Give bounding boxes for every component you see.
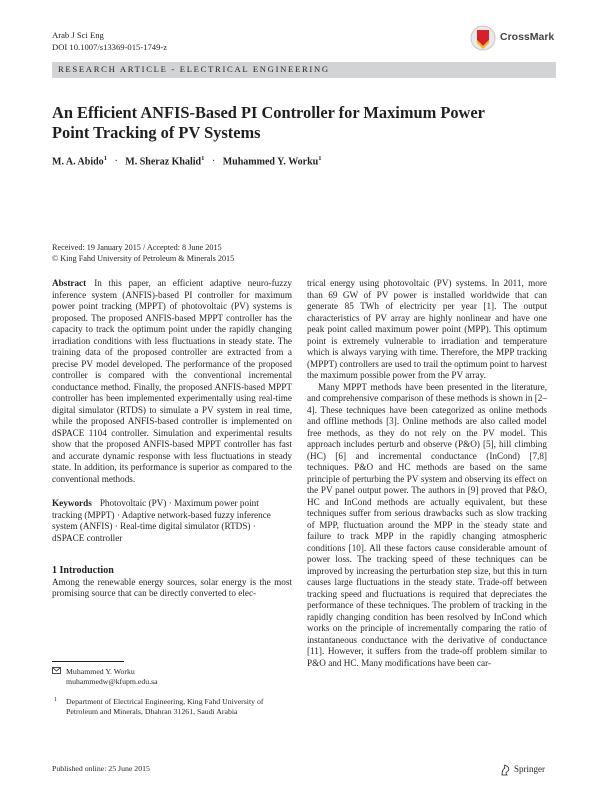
crossmark-label: CrossMark — [500, 31, 555, 43]
envelope-icon — [52, 667, 61, 674]
abstract-label: Abstract — [52, 278, 87, 288]
abstract — [52, 278, 292, 485]
copyright: © King Fahd University of Petroleum & Minerals 2015 — [52, 254, 235, 263]
author-name[interactable]: M. Sheraz Khalid — [125, 156, 202, 168]
keyword-line: system (ANFIS) · Real-time digital simulator (RTDS) · — [52, 521, 256, 531]
introduction-text: Among the renewable energy sources, solar energy is the most promising source that can be directly converted to elec- — [52, 576, 292, 598]
received-accepted-dates: Received: 19 January 2015 / Accepted: 8 June 2015 — [52, 243, 222, 252]
journal-header — [52, 30, 167, 53]
author-affiliation-mark: 1 — [318, 155, 322, 162]
author-affiliation-mark: 1 — [201, 155, 205, 162]
author-list — [52, 155, 321, 167]
keyword-line: dSPACE controller — [52, 532, 123, 543]
publisher-name: Springer — [514, 764, 545, 774]
left-column — [52, 278, 292, 600]
article-category: RESEARCH ARTICLE - ELECTRICAL ENGINEERING — [58, 64, 330, 74]
contact-name: Muhammed Y. Worku — [66, 667, 135, 676]
keywords — [52, 498, 292, 544]
body-paragraph: trical energy using photovoltaic (PV) systems. In 2011, more than 69 GW of PV power is installed worldwide that can generate 85 TWh of electricity per year [1]. The output characteristics of PV array are highly nonlinear and have one peak point called maximum power point (MPP). This optimum point is extremely vulnerable to irradiation and temperature which is always varying with time. Therefore, the MPP tracking (MPPT) controllers are used to trail the optimum point to harvest the maximum possible power from the PV array. — [307, 278, 547, 380]
author-separator: · — [114, 156, 118, 168]
corresponding-author-note — [52, 667, 292, 687]
affiliation-note — [52, 697, 292, 717]
crossmark-badge[interactable] — [470, 25, 555, 51]
author-affiliation-mark: 1 — [103, 155, 107, 162]
article-dates — [52, 242, 234, 264]
article-title: An Efficient ANFIS-Based PI Controller for Maximum Power Point Tracking of PV Systems — [52, 103, 485, 142]
published-online: Published online: 25 June 2015 — [52, 764, 150, 773]
author-name[interactable]: Muhammed Y. Worku — [222, 156, 319, 168]
right-column — [307, 278, 547, 669]
crossmark-icon — [470, 25, 496, 51]
journal-name: Arab J Sci Eng — [52, 30, 104, 40]
author-separator: · — [211, 156, 216, 168]
keyword-line: Photovoltaic (PV) · Maximum power point — [99, 498, 259, 508]
category-bar — [52, 62, 556, 78]
footnote-divider — [52, 661, 124, 662]
abstract-text: In this paper, an efficient adaptive neuro-fuzzy inference system (ANFIS)-based PI controller for maximum power point tracking (MPPT) of photovoltaic (PV) systems is proposed. The proposed ANFIS-based MPPT controller has the capacity to track the optimum point under the rapidly changing irradiation conditions with less fluctuations in steady state. The training data of the proposed controller are extracted from a precise PV model developed. The performance of the proposed controller is compared with the conventional incremental conductance method. Finally, the proposed ANFIS-based MPPT controller has been implemented experimentally using real-time digital simulator (RTDS) to simulate a PV system in real time, while the proposed ANFIS-based controller is implemented on dSPACE 1104 controller. Simulation and experimental results show that the proposed ANFIS-based MPPT controller has fast and accurate dynamic response with less fluctuations in steady state. In addition, its performance is superior as compared to the conventional methods. — [52, 278, 292, 484]
keywords-line — [52, 498, 292, 510]
body-paragraph: Many MPPT methods have been presented in the literature, and comprehensive comparison of these methods is shown in [2–4]. These techniques have been categorized as online methods and offline methods [3]. Online methods are also called model free methods, as they do not rely on the PV model. This approach includes perturb and observe (P&O) [5], hill climbing (HC) [6] and incremental conductance (InCond) [7,8] techniques. P&O and HC methods are based on the same principle of perturbing the PV system and observing its effect on the PV panel output power. The authors in [9] proved that P&O, HC and InCond methods are actually equivalent, but these techniques suffer from serious drawbacks such as slow tracking of MPP, fluctuation around the MPP in the steady state and failure to track MPP in the rapidly changing atmospheric conditions [10]. All these factors cause considerable amount of power loss. The tracking speed of these techniques can be improved by increasing the perturbation step size, but this in turn causes large fluctuations in the steady state. Trade-off between tracking speed and fluctuations is required that depreciates the performance of these techniques. The problem of tracking in the rapidly changing condition has been resolved by InCond which works on the principle of incrementally comparing the ratio of instantaneous conductance with the derivative of conductance [11]. However, it suffers from the trade-off problem similar to P&O and HC. Many modifications have been car- — [307, 381, 547, 668]
springer-horse-icon — [500, 764, 511, 776]
section-heading-introduction: 1 Introduction — [52, 565, 114, 576]
keywords-label: Keywords — [52, 498, 92, 508]
keyword-line: tracking (MPPT) · Adaptive network-based fuzzy inference — [52, 509, 271, 520]
doi[interactable]: DOI 10.1007/s13369-015-1749-z — [52, 41, 168, 52]
contact-email[interactable]: muhammedw@kfupm.edu.sa — [66, 677, 158, 686]
affiliation-number: 1 — [54, 697, 57, 703]
author-name[interactable]: M. A. Abido — [52, 156, 104, 168]
affiliation-text: Department of Electrical Engineering, King Fahd University of Petroleum and Minerals, Dhahran 31261, Saudi Arabia — [66, 697, 264, 716]
